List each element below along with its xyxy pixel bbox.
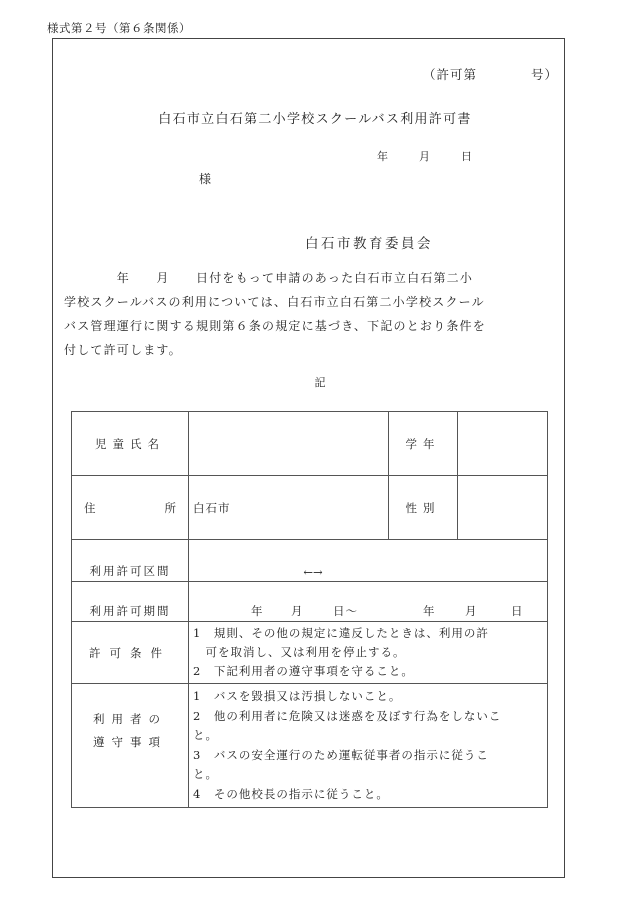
date-year: 年 (377, 150, 388, 163)
body-line: 学校スクールバスの利用については、白石市立白石第二小学校スクール (64, 295, 485, 309)
period-value[interactable] (189, 582, 548, 622)
recipient-suffix: 様 (199, 172, 212, 186)
table-row (72, 684, 548, 808)
period-end-year: 年 (423, 604, 436, 618)
document-title: 白石市立白石第二小学校スクールバス利用許可書 (158, 112, 472, 127)
sex-label: 性別 (389, 476, 458, 540)
condition-line: 1 規則、その他の規定に違反したときは、利用の許 (193, 626, 489, 640)
period-end-month: 月 (465, 604, 478, 618)
sex-value[interactable] (458, 476, 548, 540)
issuer-name: 白石市教育委員会 (305, 236, 433, 252)
date-month: 月 (419, 150, 430, 163)
student-name-label: 児童氏名 (72, 412, 189, 476)
table-row (72, 476, 548, 540)
obey-rules (189, 684, 548, 808)
condition-line: 2 下記利用者の遵守事項を守ること。 (193, 664, 414, 678)
body-line: バス管理運行に関する規則第６条の規定に基づき、下記のとおり条件を (64, 319, 486, 333)
address-label: 住所 (72, 476, 189, 540)
ki-heading: 記 (314, 376, 326, 389)
table-row (72, 622, 548, 684)
permit-body-text (64, 266, 544, 362)
grade-label: 学年 (389, 412, 458, 476)
date-day: 日 (461, 150, 472, 163)
obey-line: 4 その他校長の指示に従うこと。 (193, 786, 389, 801)
period-label: 利用許可期間 (72, 582, 189, 622)
student-name-value[interactable] (189, 412, 389, 476)
period-start-day: 日～ (333, 604, 358, 618)
body-line: 年 月 日付をもって申請のあった白石市立白石第二小 (64, 271, 474, 285)
address-value[interactable]: 白石市 (189, 476, 389, 540)
conditions-value (189, 622, 548, 684)
period-start-year: 年 (251, 604, 264, 618)
form-number-label: 様式第２号（第６条関係） (47, 21, 191, 35)
issue-date (377, 148, 472, 164)
conditions-label: 許可条件 (72, 622, 189, 684)
permit-details-table (71, 411, 548, 808)
obey-label (72, 684, 189, 808)
condition-line: 可を取消し、又は利用を停止する。 (193, 645, 406, 659)
obey-line: 3 バスの安全運行のため運転従事者の指示に従うこ (193, 747, 489, 762)
body-line: 付して許可します。 (64, 343, 182, 357)
obey-label-line: 遵守事項 (93, 735, 167, 749)
period-end-day: 日 (511, 604, 524, 618)
section-value[interactable]: ←→ (189, 540, 548, 582)
obey-line: と。 (193, 767, 218, 781)
obey-label-line: 利用者の (93, 712, 167, 726)
table-row (72, 582, 548, 622)
obey-line: 2 他の利用者に危険又は迷惑を及ぼす行為をしないこ (193, 708, 502, 723)
grade-value[interactable] (458, 412, 548, 476)
obey-line: 1 バスを毀損又は汚損しないこと。 (193, 689, 402, 703)
section-label: 利用許可区間 (72, 540, 189, 582)
obey-line: と。 (193, 728, 218, 742)
table-row (72, 540, 548, 582)
permit-number: （許可第 号） (422, 67, 558, 82)
table-row (72, 412, 548, 476)
period-start-month: 月 (291, 604, 304, 618)
